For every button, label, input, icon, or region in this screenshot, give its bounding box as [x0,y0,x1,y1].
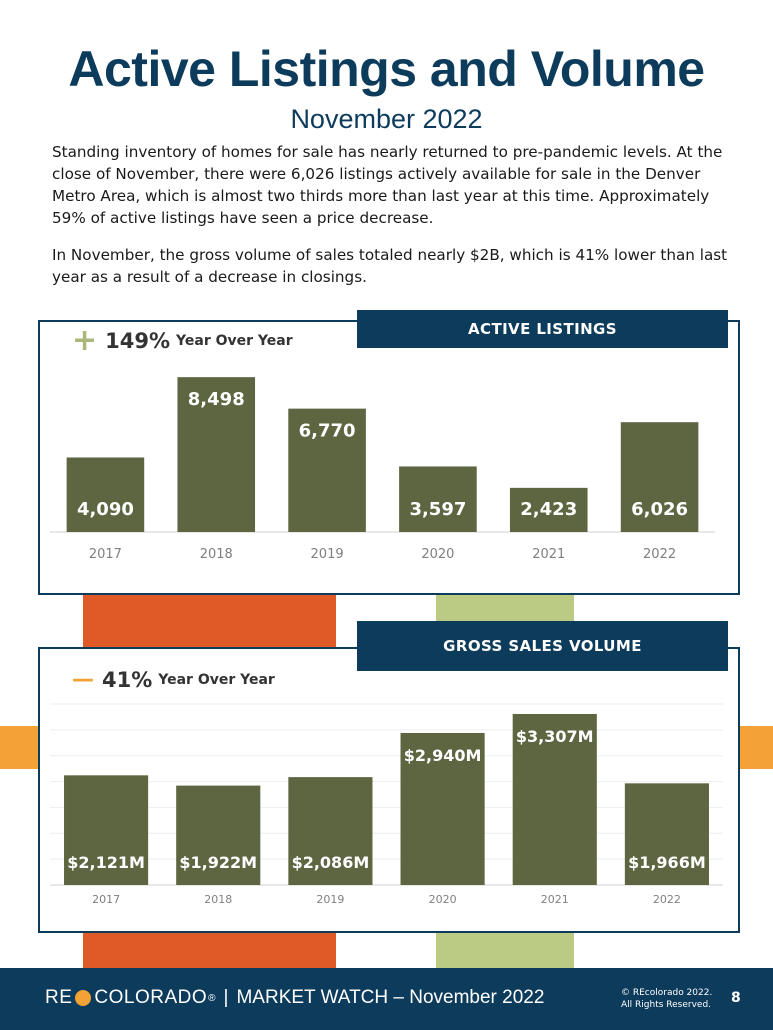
copyright-line-2: All Rights Reserved. [621,1000,712,1010]
gross-sales-chart [40,700,738,915]
category-label-2018: 2018 [204,893,233,906]
decorative-green-block-top [436,592,574,622]
data-label-2021: 2,423 [520,499,578,520]
footer-separator: | [223,987,229,1008]
data-label-2017: 4,090 [76,499,134,520]
category-label-2017: 2017 [88,547,122,562]
decorative-green-block-bottom [436,932,574,969]
market-watch-label: MARKET WATCH – November 2022 [236,987,545,1008]
data-label-2021: $3,307M [515,726,594,746]
brand-colorado: COLORADO [94,987,208,1008]
category-label-2020: 2020 [428,893,457,906]
data-label-2019: 6,770 [298,420,356,442]
intro-paragraph: Standing inventory of homes for sale has nearly returned to pre-pandemic levels. At the close of November, there were 6,026 listings actively available for sale in the Denver Metro Area, which is almost two thirds more than last year at this time. Approximately 59% of active listings have seen a price decrease. [52,143,723,227]
bar-2017 [67,457,145,532]
gross-sales-yoy-label: Year Over Year [158,672,275,688]
category-label-2022: 2022 [643,547,677,562]
plus-icon: + [72,323,98,358]
category-label-2018: 2018 [199,547,233,562]
volume-paragraph: In November, the gross volume of sales totaled nearly $2B, which is 41% lower than last year as a result of a decrease in closings. [52,246,728,286]
gross-sales-yoy [72,665,275,695]
footer-brand [45,987,544,1009]
category-label-2019: 2019 [316,893,345,906]
gross-sales-banner: GROSS SALES VOLUME [357,621,728,671]
data-label-2022: $1,966M [628,853,706,872]
active-listings-chart [40,360,738,575]
active-listings-yoy-percent: 149% [105,329,171,353]
decorative-amber-tab-right [739,726,773,769]
data-label-2017: $2,121M [67,853,145,872]
copyright-line-1: © REcolorado 2022. [621,988,713,998]
data-label-2018: 8,498 [187,389,245,411]
decorative-orange-block-top [83,592,336,648]
copyright [621,987,712,1011]
category-label-2019: 2019 [310,547,344,562]
active-listings-yoy-label: Year Over Year [176,333,293,349]
registered-mark: ® [208,992,216,1004]
data-label-2019: $2,086M [291,853,370,872]
minus-icon: — [72,667,94,692]
category-label-2021: 2021 [540,893,569,906]
active-listings-banner: ACTIVE LISTINGS [357,310,728,348]
category-label-2017: 2017 [92,893,121,906]
page-title: Active Listings and Volume [68,41,705,97]
logo-drop-icon [75,990,91,1006]
data-label-2020: 3,597 [409,499,467,520]
decorative-orange-block-bottom [83,932,336,969]
gross-sales-yoy-percent: 41% [102,668,153,692]
brand-re: RE [45,987,73,1008]
category-label-2020: 2020 [421,547,455,562]
active-listings-yoy [72,323,293,358]
data-label-2020: $2,940M [403,745,482,765]
data-label-2018: $1,922M [179,853,258,872]
page-subtitle: November 2022 [290,104,483,134]
page-number: 8 [731,990,741,1006]
footer [0,968,773,1030]
decorative-amber-tab-left [0,726,40,769]
category-label-2021: 2021 [532,547,566,562]
category-label-2022: 2022 [652,893,681,906]
data-label-2022: 6,026 [631,499,689,520]
